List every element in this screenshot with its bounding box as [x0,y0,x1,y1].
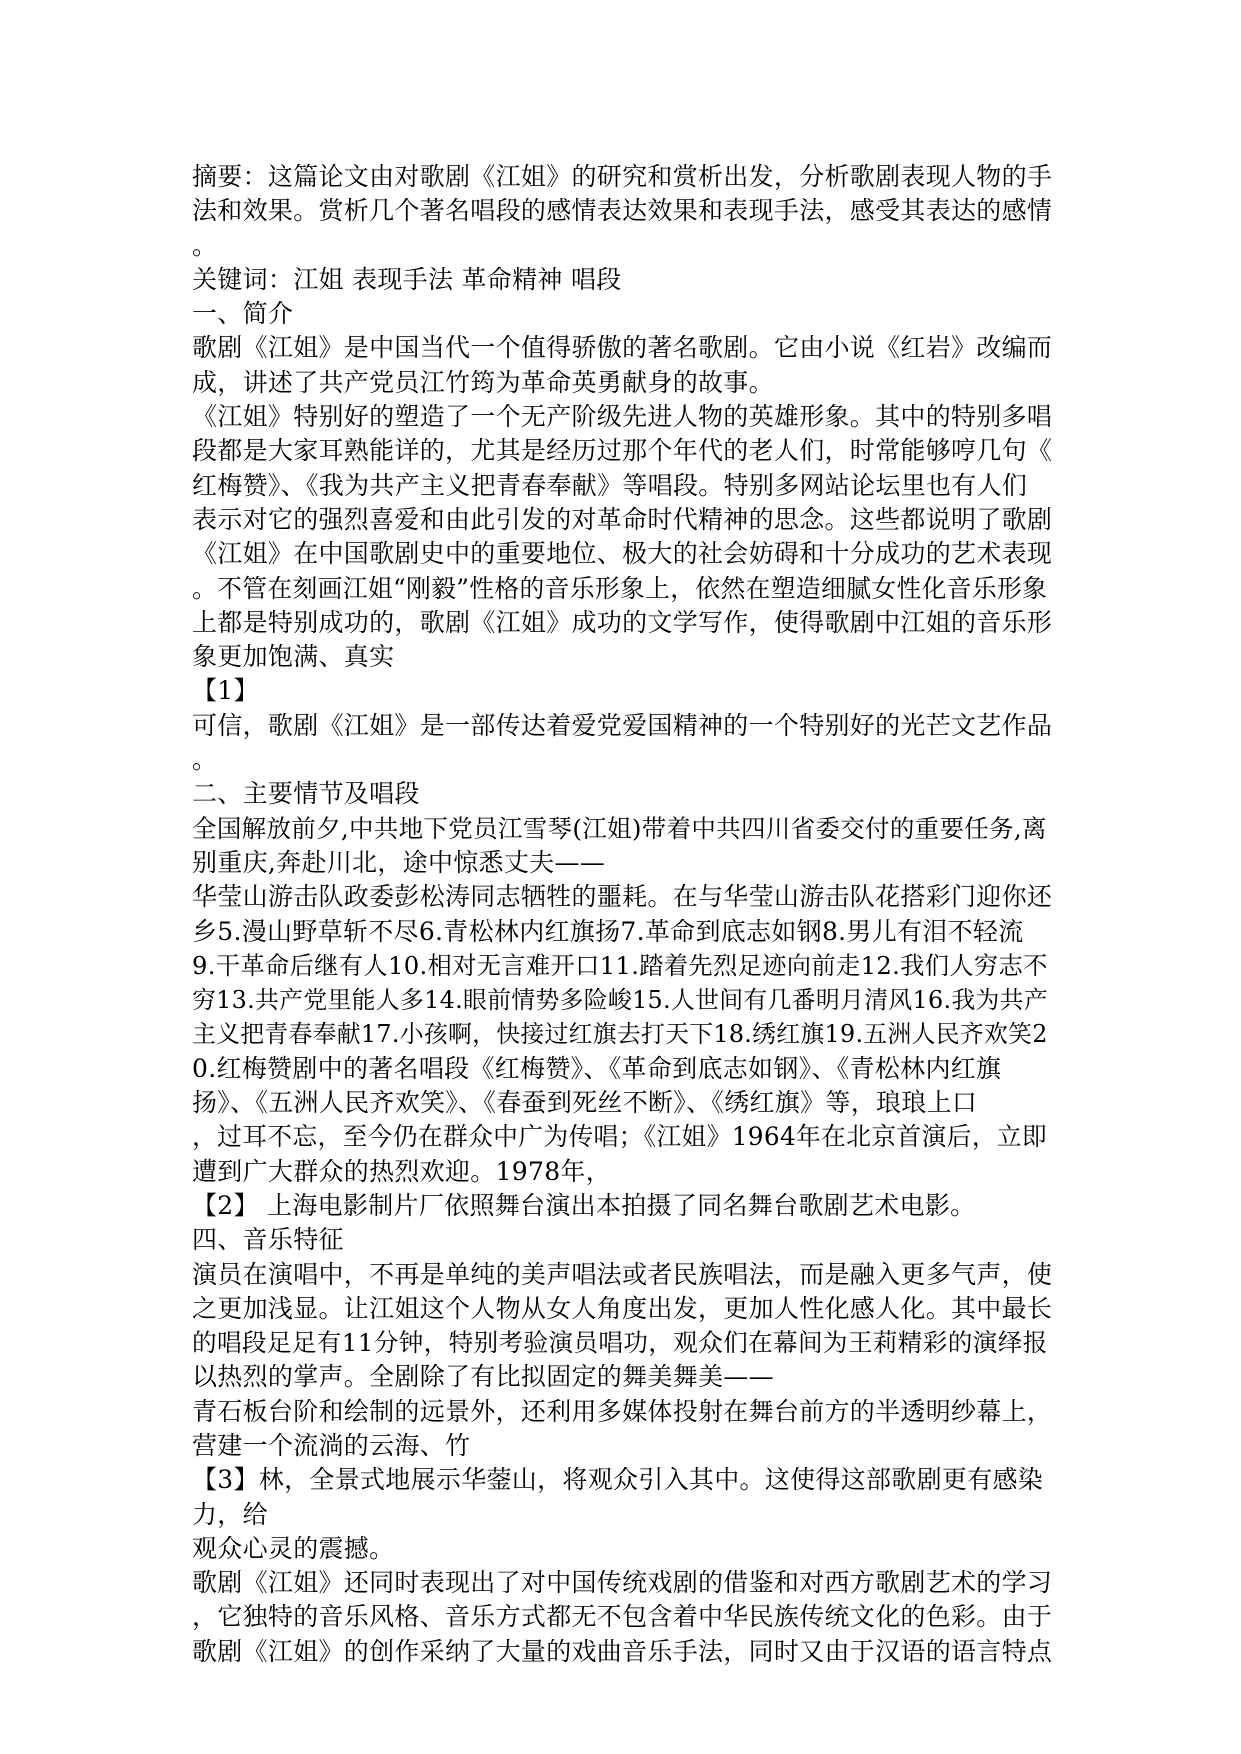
text-line: 以热烈的掌声。全剧除了有比拟固定的舞美舞美—— [192,1362,774,1392]
text-line: 观众心灵的震撼。 [192,1533,395,1563]
text-line: 关键词：江姐 表现手法 革命精神 唱段 [192,264,622,294]
text-line: 9.干革命后继有人10.相对无言难开口11.踏着先烈足迹向前走12.我们人穷志不 [192,950,1048,980]
text-line: 遭到广大群众的热烈欢迎。1978年， [192,1156,612,1186]
text-line: 别重庆,奔赴川北，途中惊悉丈夫—— [192,847,606,877]
text-line: 力，给 [192,1499,268,1529]
text-line: 歌剧《江姐》的创作采纳了大量的戏曲音乐手法，同时又由于汉语的语言特点 [192,1636,1053,1666]
text-line: 段都是大家耳熟能详的，尤其是经历过那个年代的老人们，时常能够哼几句《 [192,436,1053,466]
text-line: 营建一个流淌的云海、竹 [192,1430,471,1460]
text-line: 二、主要情节及唱段 [192,779,420,809]
text-line: 红梅赞》、《我为共产主义把青春奉献》等唱段。特别多网站论坛里也有人们 [192,470,1028,500]
text-line: 【2】 上海电影制片厂依照舞台演出本拍摄了同名舞台歌剧艺术电影。 [192,1190,976,1220]
text-line: ，它独特的音乐风格、音乐方式都无不包含着中华民族传统文化的色彩。由于 [192,1602,1053,1632]
text-line: 乡5.漫山野草斩不尽6.青松林内红旗扬7.革命到底志如钢8.男儿有泪不轻流 [192,916,1024,946]
text-line: 华莹山游击队政委彭松涛同志牺牲的噩耗。在与华莹山游击队花搭彩门迎你还 [192,882,1053,912]
text-line: 《江姐》在中国歌剧史中的重要地位、极大的社会妨碍和十分成功的艺术表现 [192,539,1053,569]
text-line: 【3】林，全景式地展示华蓥山，将观众引入其中。这使得这部歌剧更有感染 [192,1465,1044,1495]
text-line: 法和效果。赏析几个著名唱段的感情表达效果和表现手法，感受其表达的感情 [192,196,1053,226]
text-line: 【1】 [192,676,259,706]
document-body [192,160,1052,1669]
text-line: 0.红梅赞剧中的著名唱段《红梅赞》、《革命到底志如钢》、《青松林内红旗 [192,1053,1002,1083]
text-line: 之更加浅显。让江姐这个人物从女人角度出发，更加人性化感人化。其中最长 [192,1293,1053,1323]
text-line: 歌剧《江姐》还同时表现出了对中国传统戏剧的借鉴和对西方歌剧艺术的学习 [192,1568,1053,1598]
text-line: 上都是特别成功的，歌剧《江姐》成功的文学写作，使得歌剧中江姐的音乐形 [192,607,1053,637]
text-line: 四、音乐特征 [192,1225,344,1255]
text-line: 表示对它的强烈喜爱和由此引发的对革命时代精神的思念。这些都说明了歌剧 [192,504,1053,534]
text-line: 主义把青春奉献17.小孩啊，快接过红旗去打天下18.绣红旗19.五洲人民齐欢笑2 [192,1020,1048,1049]
text-line: 青石板台阶和绘制的远景外，还利用多媒体投射在舞台前方的半透明纱幕上， [192,1396,1053,1426]
text-line: 。 [192,745,218,775]
text-line: 全国解放前夕,中共地下党员江雪琴(江姐)带着中共四川省委交付的重要任务,离 [192,813,1047,843]
text-line: 可信，歌剧《江姐》是一部传达着爱党爱国精神的一个特别好的光芒文艺作品 [192,710,1053,740]
text-line: 一、简介 [192,299,294,329]
text-line: 扬》、《五洲人民齐欢笑》、《春蚕到死丝不断》、《绣红旗》等，琅琅上口 [192,1088,978,1118]
text-line: 演员在演唱中，不再是单纯的美声唱法或者民族唱法，而是融入更多气声，使 [192,1259,1053,1289]
text-line: 《江姐》特别好的塑造了一个无产阶级先进人物的英雄形象。其中的特别多唱 [192,402,1053,432]
text-line: 。 [192,230,218,260]
text-line: 的唱段足足有11分钟，特别考验演员唱功，观众们在幕间为王莉精彩的演绎报 [192,1328,1048,1358]
text-line: 摘要：这篇论文由对歌剧《江姐》的研究和赏析出发，分析歌剧表现人物的手 [192,162,1053,191]
text-line: 。不管在刻画江姐“刚毅”性格的音乐形象上，依然在塑造细腻女性化音乐形象 [192,573,1048,603]
text-line: ，过耳不忘，至今仍在群众中广为传唱；《江姐》1964年在北京首演后，立即 [192,1122,1048,1152]
text-line: 歌剧《江姐》是中国当代一个值得骄傲的著名歌剧。它由小说《红岩》改编而 [192,333,1053,363]
text-line: 穷13.共产党里能人多14.眼前情势多险峻15.人世间有几番明月清风16.我为共产 [192,986,1048,1015]
text-line: 象更加饱满、真实 [192,642,395,672]
text-line: 成，讲述了共产党员江竹筠为革命英勇献身的故事。 [192,367,774,397]
